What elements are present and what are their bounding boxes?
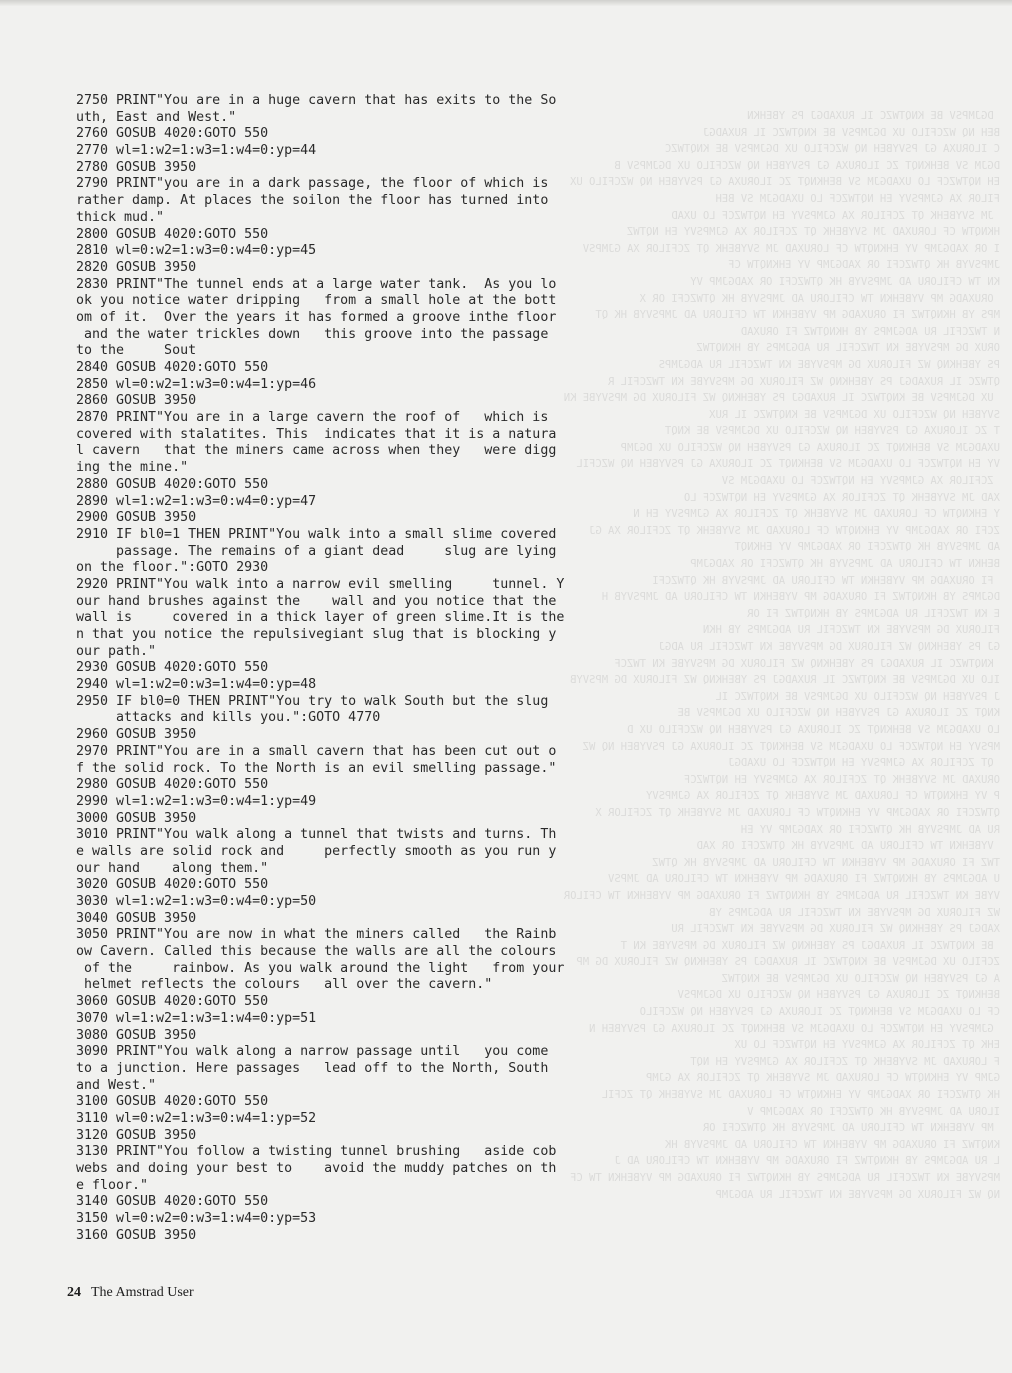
- code-line: f the solid rock. To the North is an evil smelling passage.": [76, 760, 557, 776]
- code-line: 3020 GOSUB 4020:GOTO 550: [76, 877, 269, 893]
- code-line: 3080 GOSUB 3950: [76, 1027, 197, 1043]
- code-line: 2970 PRINT"You are in a small cavern that has been cut out o: [76, 743, 557, 759]
- code-line: of the rainbow. As you walk around the light from your: [76, 960, 565, 976]
- code-line: n that you notice the repulsivegiant slug that is blocking y: [76, 627, 557, 642]
- code-line: to the Sout: [76, 343, 197, 359]
- code-line: and West.": [76, 1077, 157, 1093]
- code-line: 2850 wl=0:w2=1:w3=0:w4=1:yp=46: [76, 376, 317, 392]
- code-line: 2920 PRINT"You walk into a narrow evil smelling tunnel. Y: [76, 576, 565, 592]
- code-line: 2800 GOSUB 4020:GOTO 550: [76, 226, 269, 242]
- code-line: 3000 GOSUB 3950: [76, 810, 197, 826]
- code-line: 3040 GOSUB 3950: [76, 910, 197, 926]
- code-line: 3100 GOSUB 4020:GOTO 550: [76, 1094, 269, 1110]
- code-line: l cavern that the miners came across when they were digg: [76, 443, 557, 459]
- code-line: 2790 PRINT"you are in a dark passage, the floor of which is: [76, 176, 549, 192]
- code-line: uth, East and West.": [76, 109, 237, 125]
- code-line: 2750 PRINT"You are in a huge cavern that has exits to the So: [76, 93, 557, 108]
- code-line: 2940 wl=1:w2=0:w3=1:w4=0:yp=48: [76, 677, 317, 693]
- publication-name: The Amstrad User: [91, 1285, 194, 1300]
- code-line: ow Cavern. Called this because the walls are all the colours: [76, 944, 557, 960]
- code-line: 2900 GOSUB 3950: [76, 510, 197, 526]
- code-line: 2980 GOSUB 4020:GOTO 550: [76, 777, 269, 793]
- code-line: 2890 wl=1:w2=1:w3=0:w4=0:yp=47: [76, 493, 317, 509]
- code-line: webs and doing your best to avoid the muddy patches on th: [76, 1161, 557, 1176]
- code-line: to a junction. Here passages lead off to the North, South: [76, 1060, 549, 1076]
- code-line: 2840 GOSUB 4020:GOTO 550: [76, 360, 269, 375]
- code-line: 2950 IF bl0=0 THEN PRINT"You try to walk South but the slug: [76, 693, 549, 709]
- code-line: 2780 GOSUB 3950: [76, 159, 197, 175]
- code-line: 3050 PRINT"You are now in what the miners called the Rainb: [76, 927, 557, 943]
- code-line: helmet reflects the colours all over the cavern.": [76, 977, 493, 993]
- code-line: 2990 wl=1:w2=1:w3=0:w4=1:yp=49: [76, 793, 317, 809]
- show-through-texture: DGJMPSV BE KNQTWZC IL RUXADGJ PS YBEHKN BEH NQ WZCFILO UX DGJMPSV BE KNQTWZC IL RUXADGJ C ILORUXA GJ PSVYBEH NQ WZCFILO UX DGJMPSV BE KNQTWZC DGJM SV BEHKNQT ZC ILORUXA GJ PSVYBEH NQ WZCFILO UX DGJMPSV B EH NQTWZCF LO UXADGJM SV BEHKNQT ZC ILORUXA GJ PSVYBEH NQ WZCFILO UX FILOR XA GJMPSVY EH NQTWZCF LO UXADGJM SV BEH JM SVYBEHK QT ZCFILOR XA GJMPSVY EH NQTWZCF LO UXAD HKNQTW CF LORUXAD JM SVYBEHK QT ZCFILOR XA GJMPSVY EH NQTWZ I OR XADGJMP VY EHKNQTW CF LORUXAD JM SVYBEHK QT ZCFILOR XA GJMPSV JMPSVYB HK QTWZCFI OR XADGJMP VY EHKNQTW CF KN TW CFILORU AD JMPSVYB HK QTWZCFI OR XADGJMP VY ORUXADG MP VYBEHKN TW CFILORU AD JMPSVYB HK QTWZCFI OR X MPS YB HKNQTWZ FI ORUXADG MP VYBEHKN TW CFILORU AD JMPSVYB HK QT N TWZCFIL RU ADGJMPS YB HKNQTWZ FI ORUXAD ORUX DG MPSVYBE KN TWZCFIL RU ADGJMPS YB HKNQTWZ PS YBEHKNQ WZ FILORUX DG MPSVYBE KN TWZCFIL RU ADGJMPS QTWZC IL RUXADGJ PS YBEHKNQ WZ FILORUX DG MPSVYBE KN TWZCFIL R UX DGJMPSV BE KNQTWZC IL RUXADGJ PS YBEHKNQ WZ FILORUX DG MPSVYBE KN SVYBEH NQ WZCFILO UX DGJMPSV BE KNQTWZC IL RUX T ZC ILORUXA GJ PSVYBEH NQ WZCFILO UX DGJMPSV BE KNQT UXADGJM SV BEHKNQT ZC ILORUXA GJ PSVYBEH NQ WZCFILO UX DGJMP VY EH NQTWZCF LO UXADGJM SV BEHKNQT ZC ILORUXA GJ PSVYBEH NQ WZCFIL ZCFILOR XA GJMPSVY EH NQTWZCF LO UXADGJM SV XAD JM SVYBEHK QT ZCFILOR XA GJMPSVY EH NQTWZCF LO Y EHKNQTW CF LORUXAD JM SVYBEHK QT ZCFILOR XA GJMPSVY EH N ZCFI OR XADGJMP VY EHKNQTW CF LORUXAD JM SVYBEHK QT ZCFILOR XA GJ AD JMPSVYB HK QTWZCFI OR XADGJMP VY EHKNQT BEHKN TW CFILORU AD JMPSVYB HK QTWZCFI OR XADGJMP FI ORUXADG MP VYBEHKN TW CFILORU AD JMPSVYB HK QTWZCFI DGJMPS YB HKNQTWZ FI ORUXADG MP VYBEHKN TW CFILORU AD JMPSVYB H E KN TWZCFIL RU ADGJMPS YB HKNQTWZ FI OR FILORUX DG MPSVYBE KN TWZCFIL RU ADGJMPS YB HKN GJ PS YBEHKNQ WZ FILORUX DG MPSVYBE KN TWZCFIL RU ADGJ KNQTWZC IL RUXADGJ PS YBEHKNQ WZ FILORUX DG MPSVYBE KN TWZCF ILO UX DGJMPSV BE KNQTWZC IL RUXADGJ PS YBEHKNQ WZ FILORUX DG MPSVYB J PSVYBEH NQ WZCFILO UX DGJMPSV BE KNQTWZC IL KNQT ZC ILORUXA GJ PSVYBEH NQ WZCFILO UX DGJMPSV BE LO UXADGJM SV BEHKNQT ZC ILORUXA GJ PSVYBEH NQ WZCFILO UX D MPSVY EH NQTWZCF LO UXADGJM SV BEHKNQT ZC ILORUXA GJ PSVYBEH NQ WZ QT ZCFILOR XA GJMPSVY EH NQTWZCF LO UXADGJ ORUXAD JM SVYBEHK QT ZCFILOR XA GJMPSVY EH NQTWZCF P VY EHKNQTW CF LORUXAD JM SVYBEHK QT ZCFILOR XA GJMPSVY QTWZCFI OR XADGJMP VY EHKNQTW CF LORUXAD JM SVYBEHK QT ZCFILOR X RU AD JMPSVYB HK QTWZCFI OR XADGJMP VY EH VYBEHKN TW CFILORU AD JMPSVYB HK QTWZCFI OR XAD TWZ FI ORUXADG MP VYBEHKN TW CFILORU AD JMPSVYB HK QTWZ U ADGJMPS YB HKNQTWZ FI ORUXADG MP VYBEHKN TW CFILORU AD JMPSV VYBE KN TWZCFIL RU ADGJMPS YB HKNQTWZ FI ORUXADG MP VYBEHKN TW CFILOR WZ FILORUX DG MPSVYBE KN TWZCFIL RU ADGJMPS YB XADGJ PS YBEHKNQ WZ FILORUX DG MPSVYBE KN TWZCFIL RU BE KNQTWZC IL RUXADGJ PS YBEHKNQ WZ FILORUX DG MPSVYBE KN T ZCFILO UX DGJMPSV BE KNQTWZC IL RUXADGJ PS YBEHKNQ WZ FILORUX DG MP A GJ PSVYBEH NQ WZCFILO UX DGJMPSV BE KNQTWZ BEHKNQT ZC ILORUXA GJ PSVYBEH NQ WZCFILO UX DGJMPSV CF LO UXADGJM SV BEHKNQT ZC ILORUXA GJ PSVYBEH NQ WZCFILO GJMPSVY EH NQTWZCF LO UXADGJM SV BEHKNQT ZC ILORUXA GJ PSVYBEH N EHK QT ZCFILOR XA GJMPSVY EH NQTWZCF LO UX F LORUXAD JM SVYBEHK QT ZCFILOR XA GJMPSVY EH NQT GJMP VY EHKNQTW CF LORUXAD JM SVYBEHK QT ZCFILOR XA GJMP HK QTWZCFI OR XADGJMP VY EHKNQTW CF LORUXAD JM SVYBEHK QT ZCFIL ILORU AD JMPSVYB HK QTWZCFI OR XADGJMP V MP VYBEHKN TW CFILORU AD JMPSVYB HK QTWZCFI OR KNQTWZ FI ORUXADG MP VYBEHKN TW CFILORU AD JMPSVYB HK L RU ADGJMPS YB HKNQTWZ FI ORUXADG MP VYBEHKN TW CFILORU AD J MPSVYBE KN TWZCFIL RU ADGJMPS YB HKNQTWZ FI ORUXADG MP VYBEHKN TW CF NQ WZ FILORUX DG MPSVYBE KN TWZCFIL RU ADGJMP: [563, 110, 1000, 1201]
- code-line: 3010 PRINT"You walk along a tunnel that twists and turns. Th: [76, 827, 557, 843]
- code-line: and the water trickles down this groove into the passage: [76, 326, 549, 342]
- code-line: on the floor.":GOTO 2930: [76, 560, 269, 576]
- page-top-edge: [0, 0, 1012, 6]
- code-line: e floor.": [76, 1177, 149, 1193]
- code-line: 3160 GOSUB 3950: [76, 1227, 197, 1243]
- code-line: 3070 wl=1:w2=1:w3=1:w4=0:yp=51: [76, 1010, 317, 1026]
- page-footer: [67, 1285, 194, 1301]
- code-line: 3090 PRINT"You walk along a narrow passage until you come: [76, 1044, 549, 1060]
- code-line: attacks and kills you.":GOTO 4770: [76, 710, 381, 726]
- code-line: om of it. Over the years it has formed a groove inthe floor: [76, 309, 557, 325]
- code-line: 2820 GOSUB 3950: [76, 259, 197, 275]
- code-line: 3150 wl=0:w2=0:w3=1:w4=0:yp=53: [76, 1211, 317, 1227]
- code-line: ing the mine.": [76, 460, 189, 476]
- code-line: 2810 wl=0:w2=1:w3=0:w4=0:yp=45: [76, 243, 317, 259]
- code-line: 2830 PRINT"The tunnel ends at a large water tank. As you lo: [76, 276, 557, 292]
- code-line: our hand brushes against the wall and you notice that the: [76, 593, 557, 609]
- code-line: 2760 GOSUB 4020:GOTO 550: [76, 126, 269, 142]
- code-line: 2960 GOSUB 3950: [76, 727, 197, 743]
- code-line: 3110 wl=0:w2=1:w3=0:w4=1:yp=52: [76, 1110, 317, 1126]
- code-line: 2930 GOSUB 4020:GOTO 550: [76, 660, 269, 676]
- basic-program-listing: [76, 93, 716, 1244]
- code-line: 3030 wl=1:w2=1:w3=0:w4=0:yp=50: [76, 894, 317, 909]
- code-line: thick mud.": [76, 209, 165, 225]
- code-line: 2880 GOSUB 4020:GOTO 550: [76, 476, 269, 492]
- code-line: our path.": [76, 643, 157, 659]
- code-line: ok you notice water dripping from a small hole at the bott: [76, 293, 557, 309]
- code-line: 2770 wl=1:w2=1:w3=1:w4=0:yp=44: [76, 143, 317, 159]
- code-line: our hand along them.": [76, 860, 269, 876]
- code-line: e walls are solid rock and perfectly smooth as you run y: [76, 843, 557, 859]
- code-line: 2860 GOSUB 3950: [76, 393, 197, 409]
- code-line: covered with stalatites. This indicates that it is a natura: [76, 426, 557, 442]
- code-line: passage. The remains of a giant dead slug are lying: [76, 543, 557, 559]
- code-line: 3140 GOSUB 4020:GOTO 550: [76, 1194, 269, 1210]
- code-line: 3120 GOSUB 3950: [76, 1127, 197, 1143]
- page-number: 24: [67, 1285, 81, 1300]
- code-line: rather damp. At places the soilon the floor has turned into: [76, 193, 549, 209]
- code-line: wall is covered in a thick layer of green slime.It is the: [76, 610, 565, 626]
- code-line: 3130 PRINT"You follow a twisting tunnel brushing aside cob: [76, 1144, 557, 1160]
- code-line: 3060 GOSUB 4020:GOTO 550: [76, 994, 269, 1010]
- code-line: 2910 IF bl0=1 THEN PRINT"You walk into a small slime covered: [76, 526, 557, 542]
- code-line: 2870 PRINT"You are in a large cavern the roof of which is: [76, 410, 549, 426]
